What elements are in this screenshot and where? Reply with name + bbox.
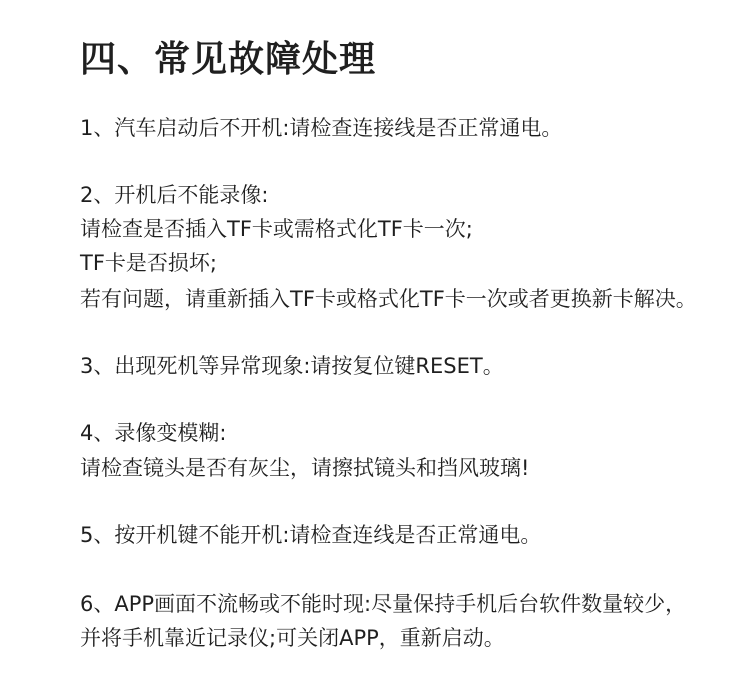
item-1-line-1: 1、汽车启动后不开机:请检查连接线是否正常通电。	[80, 116, 563, 140]
item-5-line-1: 5、按开机键不能开机:请检查连线是否正常通电。	[80, 523, 542, 547]
item-2-line-1: 2、开机后不能录像:	[80, 183, 269, 207]
item-4-line-1: 4、录像变模糊:	[80, 421, 227, 445]
item-2-line-2: 请检查是否插入TF卡或需格式化TF卡一次;	[80, 217, 473, 241]
page-title: 四、常见故障处理	[80, 39, 377, 80]
item-4-line-2: 请检查镜头是否有灰尘，请擦拭镜头和挡风玻璃!	[80, 456, 530, 480]
item-6-line-2: 并将手机靠近记录仪;可关闭APP，重新启动。	[80, 626, 505, 650]
item-6-line-1: 6、APP画面不流畅或不能时现:尽量保持手机后台软件数量较少，	[80, 592, 687, 616]
item-2-line-4: 若有问题，请重新插入TF卡或格式化TF卡一次或者更换新卡解决。	[80, 287, 697, 311]
item-3-line-1: 3、出现死机等异常现象:请按复位键RESET。	[80, 354, 504, 378]
item-2-line-3: TF卡是否损坏;	[80, 251, 217, 275]
